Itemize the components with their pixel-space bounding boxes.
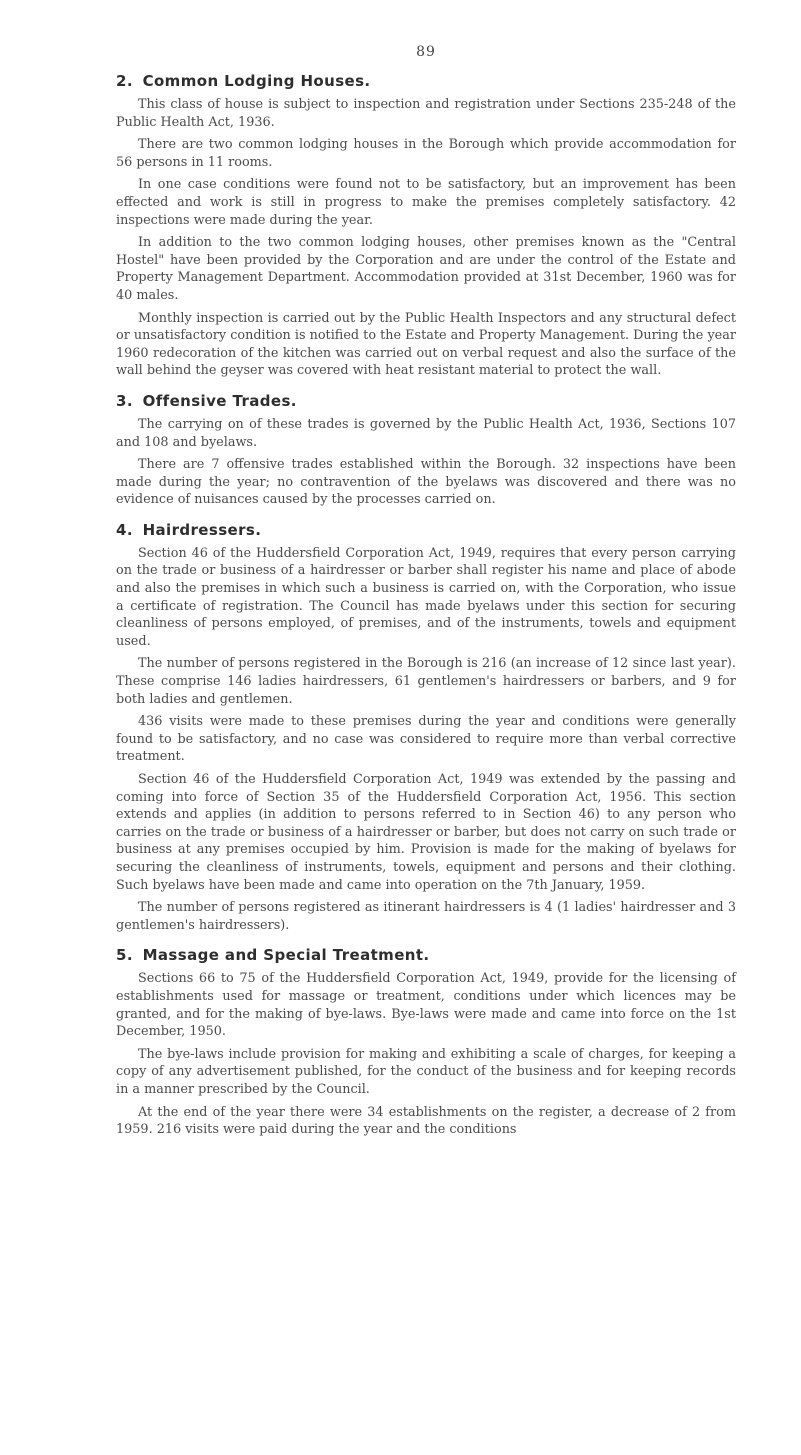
section-heading bbox=[116, 392, 736, 410]
paragraph: This class of house is subject to inspection and registration under Sections 235-248 of the Public Health Act, 1936. bbox=[116, 97, 736, 130]
section-heading bbox=[116, 521, 736, 539]
section-title: Massage and Special Treatment. bbox=[142, 946, 430, 965]
section-title: Offensive Trades. bbox=[142, 391, 297, 410]
section-title: Hairdressers. bbox=[142, 520, 262, 539]
paragraph: 436 visits were made to these premises during the year and conditions were generally found to be satisfactory, and no case was considered to require more than verbal corrective treatment. bbox=[116, 714, 736, 765]
section-massage-special-treatment bbox=[116, 946, 736, 1138]
paragraph: Section 46 of the Huddersfield Corporation Act, 1949 was extended by the passing and coming into force of Section 35 of the Huddersfield Corporation Act, 1956. This section extends and applies (in addition to persons referred to in Section 46) to any person who carries on the trade or business of a hairdresser or barber, but does not carry on such trade or business at any premises occupied by him. Provision is made for the making of byelaws for securing the cleanliness of instruments, towels, equipment and persons and their clothing. Such byelaws have been made and came into operation on the 7th January, 1959. bbox=[116, 772, 736, 893]
paragraph: There are two common lodging houses in the Borough which provide accommodation for 56 persons in 11 rooms. bbox=[116, 137, 736, 170]
section-number: 3. bbox=[116, 391, 133, 410]
section-title: Common Lodging Houses. bbox=[142, 72, 371, 90]
paragraph: The carrying on of these trades is governed by the Public Health Act, 1936, Sections 107 and 108 and byelaws. bbox=[116, 416, 736, 450]
paragraph: Monthly inspection is carried out by the Public Health Inspectors and any structural defect or unsatisfactory condition is notified to the Estate and Property Management. During the year 1960 redecoration of the kitchen was carried out on verbal request and also the surface of the wall behind the geyser was covered with heat resistant material to protect the wall. bbox=[116, 310, 736, 379]
paragraph: There are 7 offensive trades established within the Borough. 32 inspections have been made during the year; no contravention of the byelaws was discovered and there was no evidence of nuisances caused by the processes carried on. bbox=[116, 457, 736, 508]
section-common-lodging-houses bbox=[116, 72, 736, 380]
section-number: 4. bbox=[116, 520, 133, 539]
paragraph: At the end of the year there were 34 establishments on the register, a decrease of 2 from 1959. 216 visits were paid during the year and the conditions bbox=[116, 1104, 736, 1138]
paragraph: Section 46 of the Huddersfield Corporation Act, 1949, requires that every person carrying on the trade or business of a hairdresser or barber shall register his name and place of abode and also the premises in which such a business is carried on, with the Corporation, who issue a certificate of registration. The Council has made byelaws under this section for securing cleanliness of persons employed, of premises, and of the instruments, towels and equipment used. bbox=[116, 545, 736, 649]
page-number: 89 bbox=[416, 44, 436, 60]
paragraph: The bye-laws include provision for making and exhibiting a scale of charges, for keeping a copy of any advertisement published, for the conduct of the business and for keeping records in a manner prescribed by the Council. bbox=[116, 1046, 736, 1097]
section-hairdressers bbox=[116, 521, 736, 934]
paragraph: The number of persons registered as itinerant hairdressers is 4 (1 ladies' hairdresser and 3 gentlemen's hairdressers). bbox=[116, 900, 736, 933]
section-heading bbox=[116, 72, 736, 90]
paragraph: In addition to the two common lodging houses, other premises known as the "Central Hostel" have been provided by the Corporation and are under the control of the Estate and Property Management Department. Accommodation provided at 31st December, 1960 was for 40 males. bbox=[116, 235, 736, 303]
paragraph: The number of persons registered in the Borough is 216 (an increase of 12 since last year). These comprise 146 ladies hairdressers, 61 gentlemen's hairdressers or barbers, and 9 for both ladies and gentlemen. bbox=[116, 656, 736, 707]
paragraph: In one case conditions were found not to be satisfactory, but an improvement has been effected and work is still in progress to make the premises completely satisfactory. 42 inspections were made during the year. bbox=[116, 177, 736, 228]
section-offensive-trades bbox=[116, 392, 736, 509]
section-number: 5. bbox=[116, 946, 133, 965]
paragraph: Sections 66 to 75 of the Huddersfield Corporation Act, 1949, provide for the licensing of establishments used for massage or treatment, conditions under which licences may be granted, and for the making of bye-laws. Bye-laws were made and came into force on the 1st December, 1950. bbox=[116, 971, 736, 1040]
document-page bbox=[116, 44, 736, 1144]
section-heading bbox=[116, 946, 736, 964]
section-number: 2. bbox=[116, 72, 133, 90]
